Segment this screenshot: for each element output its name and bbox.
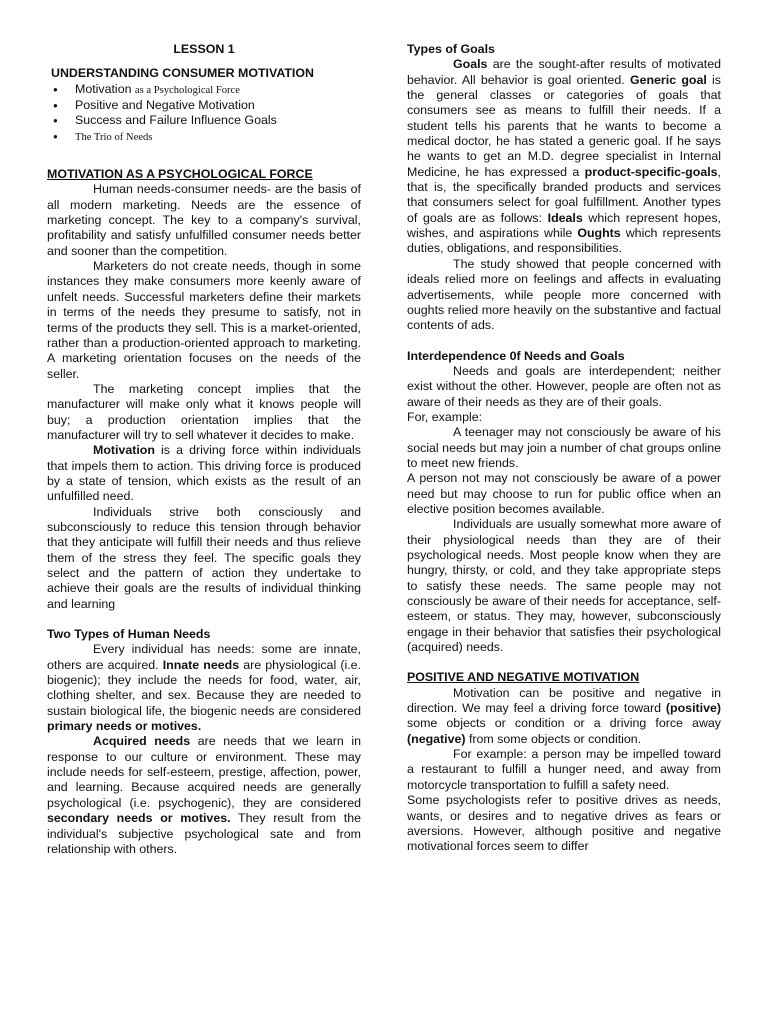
paragraph: A person not may not consciously be aware of a power need but may choose to run for public office when an elective position becomes available. [407, 471, 721, 516]
paragraph: For, example: [407, 409, 483, 424]
topic-list [47, 82, 361, 145]
right-column [407, 42, 721, 855]
paragraph: A teenager may not consciously be aware of his social needs but may join a number of chat groups online to meet new friends. [407, 425, 721, 470]
paragraph: Goals are the sought-after results of motivated behavior. All behavior is goal oriented. Generic goal is the general classes or categories of goals that consumers see as means to fulfill their needs. If a student tells his parents that he wants to become a medical doctor, he has stated a generic goal. If he says he wants to get an M.D. degree specialist in Internal Medicine, he has expressed a product-specific-goals, that is, the specifically branded products and services that consumers select for goal fulfillment. Another types of goals are as follows: Ideals which represent hopes, wishes, and aspirations while Oughts which represents duties, obligations, and responsibilities. [407, 57, 721, 256]
paragraph: Individuals are usually somewhat more aware of their physiological needs than they are of their psychological needs. Most people know when they are hungry, thirsty, or cold, and they take appropriate steps to satisfy these needs. The same people may not consciously be aware of their needs for acceptance, self-esteem, or status. They may, however, subconsciously engage in their behavior that satisfies their psychological (acquired) needs. [407, 517, 721, 655]
paragraph: Acquired needs are needs that we learn in response to our culture or environment. These may include needs for self-esteem, prestige, affection, power, and learning. Because acquired needs are generally psychological (i.e. psychogenic), they are considered secondary needs or motives. They result from the individual's subjective psychological sate and from relationship with others. [47, 734, 361, 856]
paragraph: Human needs-consumer needs- are the basis of all modern marketing. Needs are the essence of marketing concept. The key to a company's survival, profitability and satisfy unfulfilled consumer needs better and sooner than the competition. [47, 182, 361, 258]
paragraph: Some psychologists refer to positive drives as needs, wants, or desires and to negative drives as fears or aversions. However, although positive and negative motivational forces seem to differ [407, 793, 721, 854]
paragraph: Individuals strive both consciously and subconsciously to reduce this tension through behavior that they anticipate will fulfill their needs and thus relieve them of the stress they feel. The specific goals they select and the pattern of action they undertake to achieve their goals are the results of individual thinking and learning [47, 504, 361, 611]
section-heading-motivation-force: MOTIVATION AS A PSYCHOLOGICAL FORCE [47, 167, 313, 182]
paragraph: Marketers do not create needs, though in some instances they make consumers more keenly aware of unfelt needs. Successful marketers define their markets in terms of the needs they presume to satisfy, not in terms of the products they sell. This is a market-oriented, rather than a production-oriented approach to marketing. A marketing orientation focuses on the needs of the seller. [47, 259, 361, 381]
section-heading-positive-negative: POSITIVE AND NEGATIVE MOTIVATION [407, 670, 640, 685]
section-heading-human-needs: Two Types of Human Needs [47, 627, 211, 642]
paragraph: The study showed that people concerned with ideals relied more on feelings and affects in evaluating advertisements, while people more concerned with oughts relied more heavily on the substantive and factual contents of ads. [407, 256, 721, 333]
topic-item: ● Motivation as a Psychological Force [47, 82, 361, 98]
topic-item: ● Positive and Negative Motivation [47, 98, 361, 113]
topic-item: ● The Trio of Needs [47, 129, 361, 145]
section-heading-interdependence: Interdependence 0f Needs and Goals [407, 348, 625, 363]
paragraph: For example: a person may be impelled toward a restaurant to fulfill a hunger need, and away from motorcycle transportation to fulfill a safety need. [407, 747, 721, 792]
paragraph: The marketing concept implies that the manufacturer will make only what it knows people will buy; a production orientation implies that the manufacturer will try to sell whatever it decides to make. [47, 381, 361, 442]
paragraph: Every individual has needs: some are innate, others are acquired. Innate needs are physiological (i.e. biogenic); they include the needs for food, water, air, clothing shelter, and sex. Because they are needed to sustain biological life, the biogenic needs are considered primary needs or motives. [47, 642, 361, 734]
paragraph: Needs and goals are interdependent; neither exist without the other. However, people are often not as aware of their needs as they are of their goals. [407, 363, 721, 409]
lesson-label: LESSON 1 [173, 42, 235, 56]
left-column [47, 42, 361, 857]
topic-item: ● Success and Failure Influence Goals [47, 113, 361, 128]
document-title: UNDERSTANDING CONSUMER MOTIVATION [51, 66, 314, 81]
paragraph: Motivation is a driving force within individuals that impels them to action. This driving force is produced by a state of tension, which exists as the result of an unfulfilled need. [47, 443, 361, 504]
paragraph: Motivation can be positive and negative in direction. We may feel a driving force toward (positive) some objects or condition or a driving force away (negative) from some objects or condition. [407, 685, 721, 746]
section-heading-types-of-goals: Types of Goals [407, 42, 495, 56]
